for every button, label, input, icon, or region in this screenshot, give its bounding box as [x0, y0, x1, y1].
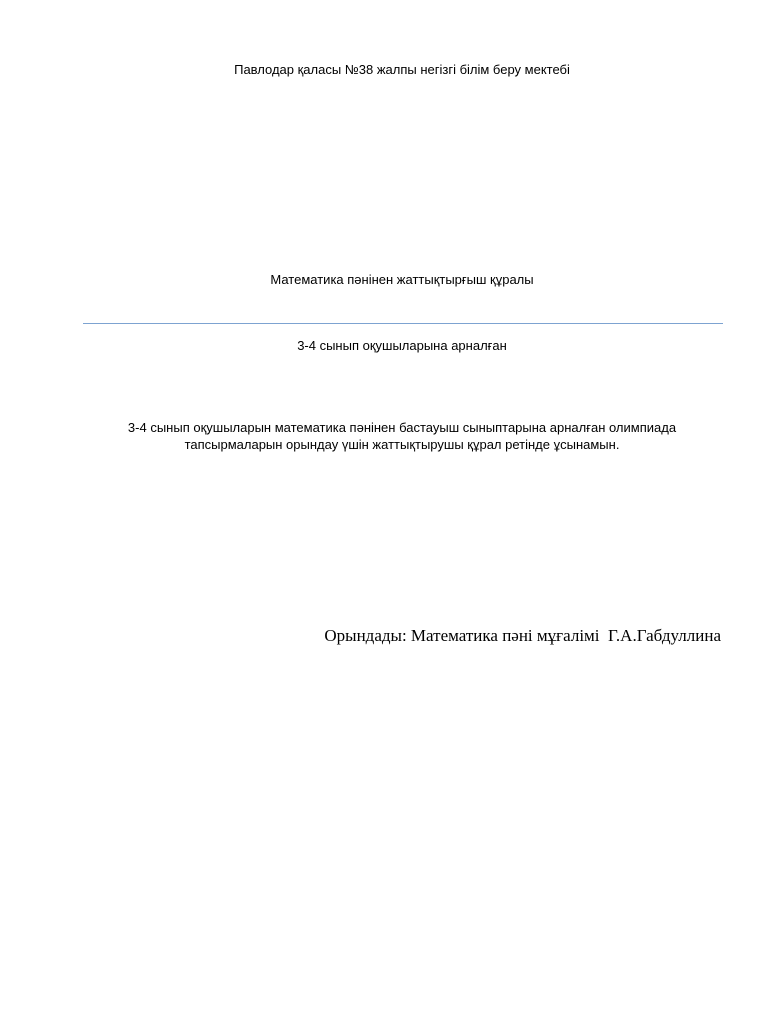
grade-subtitle: 3-4 сынып оқушыларына арналған: [297, 338, 507, 353]
description-paragraph: [80, 419, 724, 453]
horizontal-divider: [83, 323, 723, 324]
description-line-2: тапсырмаларын орындау үшін жаттықтырушы құрал ретінде ұсынамын.: [184, 437, 620, 452]
description-line-1: 3-4 сынып оқушыларын математика пәнінен бастауыш сыныптарына арналған олимпиада: [127, 420, 677, 435]
school-name: Павлодар қаласы №38 жалпы негізгі білім беру мектебі: [234, 62, 570, 77]
document-title: Математика пәнінен жаттықтырғыш құралы: [270, 272, 534, 287]
author-line: Орындады: Математика пәні мұғалімі Г.А.Габдуллина: [324, 626, 721, 645]
